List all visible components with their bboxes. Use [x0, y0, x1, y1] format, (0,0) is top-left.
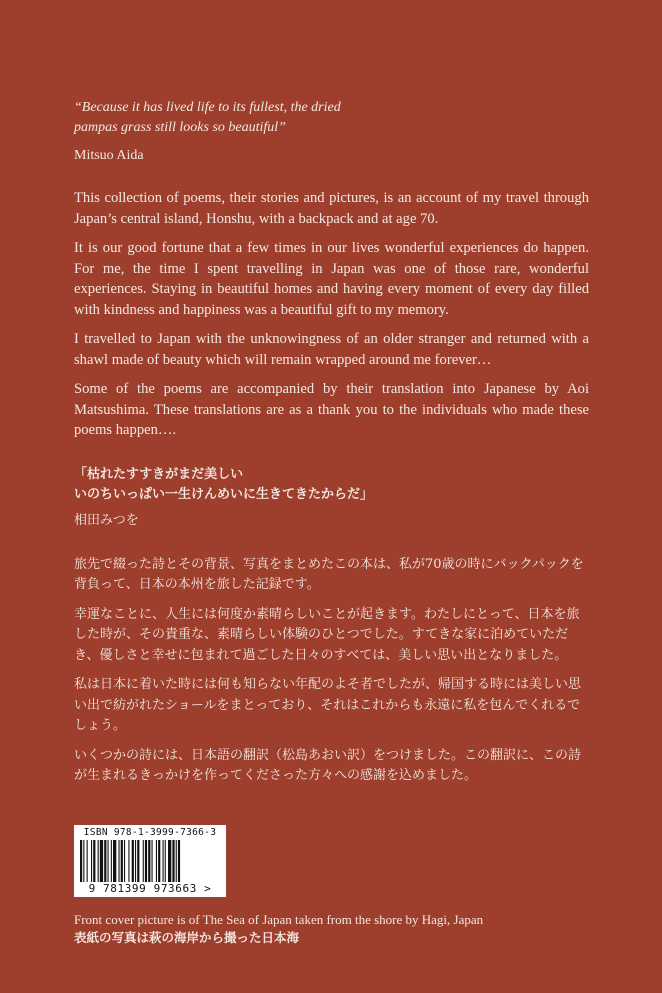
- body-en-paragraph: This collection of poems, their stories and pictures, is an account of my travel through Japan’s central island, Honshu, with a backpack and at age 70.: [74, 190, 589, 227]
- barcode-bars: [80, 840, 220, 882]
- body-en-paragraph: I travelled to Japan with the unknowingness of an older stranger and returned with a shawl made of beauty which will remain wrapped around me forever…: [74, 331, 589, 368]
- isbn-digits: 9 781399 973663 >: [88, 882, 212, 895]
- barcode-bar: [80, 840, 82, 882]
- barcode-bar: [128, 840, 129, 882]
- barcode-bar: [176, 840, 177, 882]
- barcode-bar: [156, 840, 157, 882]
- isbn-barcode: [74, 825, 226, 897]
- barcode-bar: [98, 840, 99, 882]
- body-jp-paragraph: 私は日本に着いた時には何も知らない年配のよそ者でしたが、帰国する時には美しい思い出で紡がれたショールをまとっており、それはこれからも永遠に私を包んでくれるでしょう。: [74, 677, 582, 733]
- barcode-bar: [132, 840, 134, 882]
- barcode-bar: [87, 840, 88, 882]
- barcode-bar: [143, 840, 144, 882]
- barcode-bar: [108, 840, 109, 882]
- barcode-bar: [100, 840, 103, 882]
- barcode-bar: [148, 840, 150, 882]
- barcode-bar: [91, 840, 92, 882]
- barcode-bar: [119, 840, 120, 882]
- barcode-bar: [172, 840, 174, 882]
- barcode-bar: [135, 840, 136, 882]
- back-cover-text: [74, 98, 589, 796]
- body-jp-paragraph: いくつかの詩には、日本語の翻訳（松島あおい訳）をつけました。この翻訳に、この詩が生まれるきっかけを作ってくださった方々への感謝を込めました。: [74, 747, 582, 783]
- epigraph-jp-author: 相田みつを: [74, 512, 139, 528]
- epigraph-en-line1: “Because it has lived life to its fullest, the dried: [74, 100, 341, 115]
- epigraph-jp-line1: 「枯れたすすきがまだ美しい: [74, 466, 244, 482]
- barcode-bar: [158, 840, 160, 882]
- body-en: [74, 188, 589, 441]
- barcode-bar: [83, 840, 84, 882]
- body-jp: [74, 555, 589, 787]
- barcode-bar: [124, 840, 125, 882]
- epigraph-en: [74, 98, 589, 138]
- body-en-paragraph: It is our good fortune that a few times in our lives wonderful experiences do happen. For me, the time I spent travelling in Japan was one of those rare, wonderful experiences. Staying in beautiful homes and having every moment of every day filled with kindness and happiness was a beautiful gift to my memory.: [74, 240, 589, 318]
- barcode-bar: [163, 840, 164, 882]
- barcode-bar: [178, 840, 180, 882]
- barcode-bar: [165, 840, 166, 882]
- cover-caption: [74, 910, 634, 948]
- barcode-bar: [121, 840, 123, 882]
- epigraph-jp-line2: いのちいっぱい一生けんめいに生きてきたからだ」: [74, 486, 374, 502]
- barcode-bar: [111, 840, 112, 882]
- barcode-bar: [104, 840, 106, 882]
- body-jp-paragraph: 幸運なことに、人生には何度か素晴らしいことが起きます。わたしにとって、日本を旅した時が、その貴重な、素晴らしい体験のひとつでした。すてきな家に泊めていただき、優しさと幸せに包まれて過ごした日々のすべては、美しい思い出となりました。: [74, 606, 580, 663]
- epigraph-jp: [74, 465, 589, 505]
- body-en-paragraph: Some of the poems are accompanied by their translation into Japanese by Aoi Matsushima. These translations are as a thank you to the individuals who made these poems happen….: [74, 381, 589, 438]
- cover-caption-en: Front cover picture is of The Sea of Japan taken from the shore by Hagi, Japan: [74, 912, 484, 927]
- barcode-bar: [113, 840, 116, 882]
- body-jp-paragraph: 旅先で綴った詩とその背景、写真をまとめたこの本は、私が70歳の時にバックパックを背負って、日本の本州を旅した記録です。: [74, 556, 584, 592]
- barcode-bar: [93, 840, 95, 882]
- barcode-bar: [168, 840, 171, 882]
- barcode-bar: [137, 840, 139, 882]
- epigraph-en-author: Mitsuo Aida: [74, 148, 144, 163]
- isbn-label: ISBN 978-1-3999-7366-3: [83, 827, 217, 838]
- barcode-bar: [145, 840, 147, 882]
- epigraph-en-line2: pampas grass still looks so beautiful”: [74, 120, 286, 135]
- barcode-bar: [152, 840, 153, 882]
- cover-caption-jp: 表紙の写真は萩の海岸から撮った日本海: [74, 931, 300, 945]
